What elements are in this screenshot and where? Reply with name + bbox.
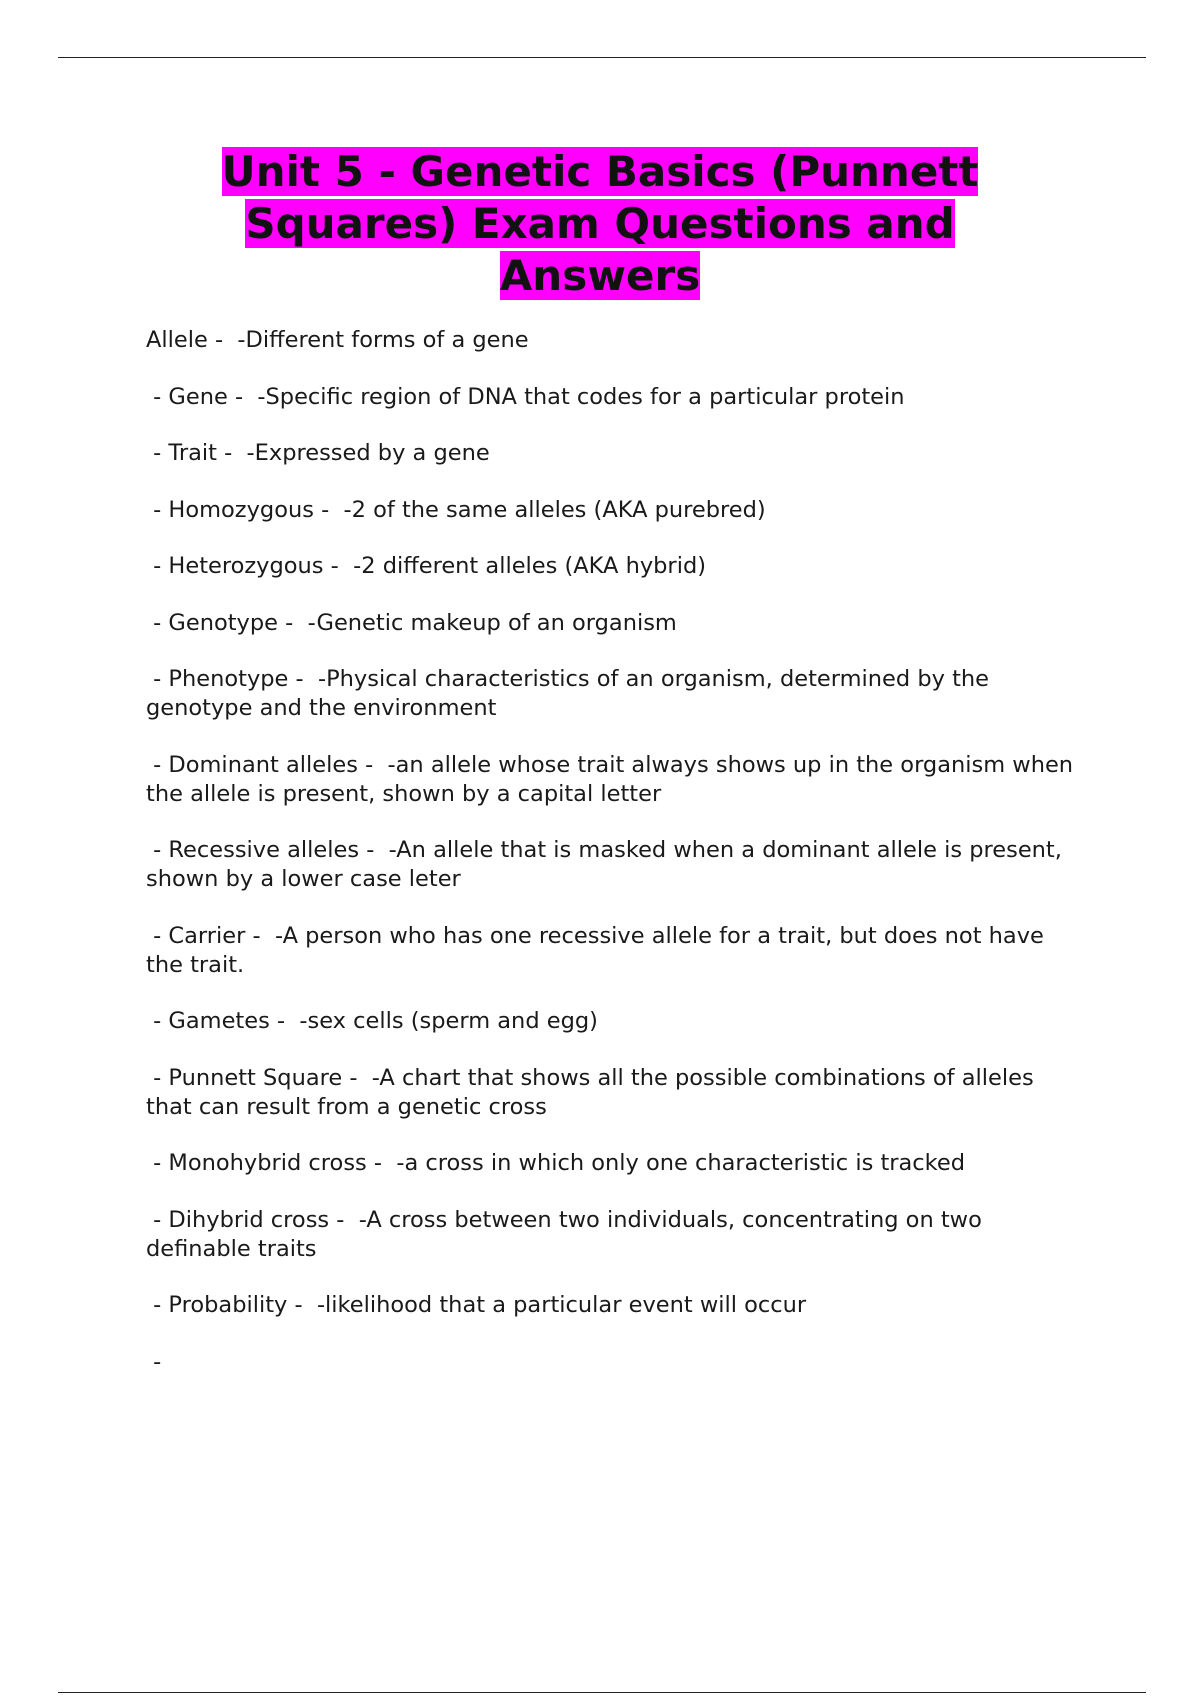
- entries-list: [146, 326, 1086, 1404]
- title-block: [0, 146, 1200, 302]
- entry-genotype: - Genotype - -Genetic makeup of an organism: [146, 609, 677, 636]
- entry-homozygous: - Homozygous - -2 of the same alleles (AKA purebred): [146, 496, 766, 523]
- entry-trailing-dash: -: [146, 1348, 162, 1375]
- entry-allele: Allele - -Different forms of a gene: [146, 327, 529, 353]
- bottom-rule: [58, 1692, 1146, 1693]
- entry-gametes: - Gametes - -sex cells (sperm and egg): [146, 1008, 598, 1034]
- entry-recessive-alleles: - Recessive alleles - -An allele that is masked when a dominant allele is present, shown by a lower case leter: [146, 837, 1070, 892]
- entry-gene: - Gene - -Specific region of DNA that codes for a particular protein: [146, 383, 905, 410]
- entry-phenotype: - Phenotype - -Physical characteristics of an organism, determined by the genotype and the environment: [146, 666, 997, 721]
- document-title: Unit 5 - Genetic Basics (Punnett Squares) Exam Questions and Answers: [221, 147, 979, 300]
- entry-monohybrid-cross: - Monohybrid cross - -a cross in which only one characteristic is tracked: [146, 1150, 966, 1176]
- entry-probability: - Probability - -likelihood that a particular event will occur: [146, 1292, 807, 1318]
- entry-heterozygous: - Heterozygous - -2 different alleles (AKA hybrid): [146, 553, 706, 579]
- entry-carrier: - Carrier - -A person who has one recessive allele for a trait, but does not have the trait.: [146, 922, 1052, 978]
- entry-trait: - Trait - -Expressed by a gene: [146, 440, 490, 466]
- entry-dihybrid-cross: - Dihybrid cross - -A cross between two individuals, concentrating on two definable traits: [146, 1206, 990, 1262]
- entry-dominant-alleles: - Dominant alleles - -an allele whose trait always shows up in the organism when the allele is present, shown by a capital letter: [146, 751, 1081, 807]
- top-rule: [58, 57, 1146, 58]
- entry-punnett-square: - Punnett Square - -A chart that shows all the possible combinations of alleles that can result from a genetic cross: [146, 1064, 1041, 1120]
